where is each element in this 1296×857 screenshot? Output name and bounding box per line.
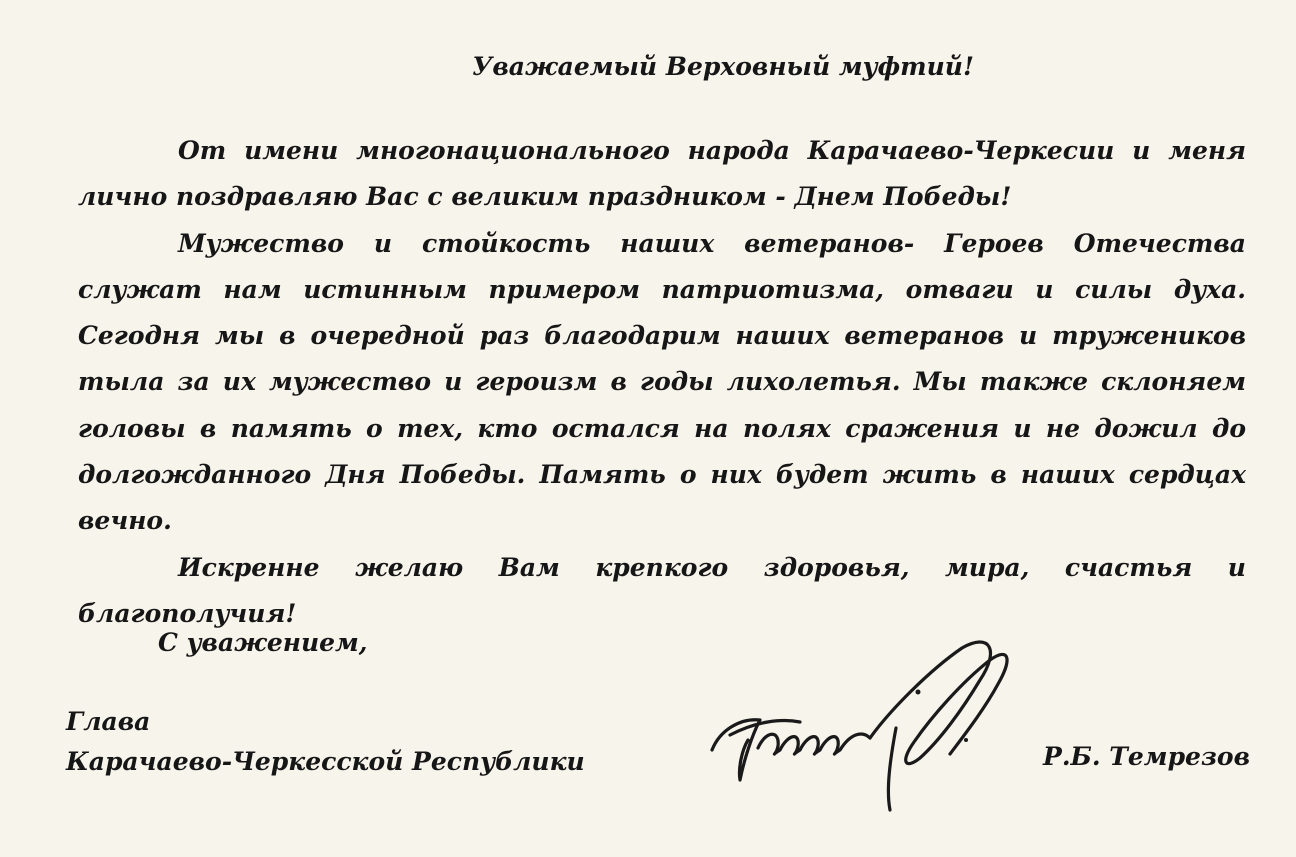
paragraph-tribute: Мужество и стойкость наших ветеранов- Героев Отечества служат нам истинным примером патриотизма, отваги и силы духа. Сегодня мы в очередной раз благодарим наших ветеранов и тружеников тыла за их мужество и героизм в годы лихолетья. Мы также склоняем головы в память о тех, кто остался на полях сражения и не дожил до долгожданного Дня Победы. Память о них будет жить в наших сердцах вечно. xyxy=(78,228,1246,536)
handwritten-signature xyxy=(700,630,1020,820)
closing: С уважением, xyxy=(158,628,368,657)
signer-name: Р.Б. Темрезов xyxy=(1043,742,1250,771)
letter-body xyxy=(78,128,1246,637)
signer-title xyxy=(66,702,585,782)
paragraph-wishes: Искренне желаю Вам крепкого здоровья, мира, счастья и благополучия! xyxy=(78,552,1246,628)
salutation: Уважаемый Верховный муфтий! xyxy=(472,52,974,81)
paragraph-greeting: От имени многонационального народа Карачаево-Черкесии и меня лично поздравляю Вас с великим праздником - Днем Победы! xyxy=(78,136,1246,212)
title-line-2: Карачаево-Черкесской Республики xyxy=(66,747,585,776)
title-line-1: Глава xyxy=(66,707,151,736)
